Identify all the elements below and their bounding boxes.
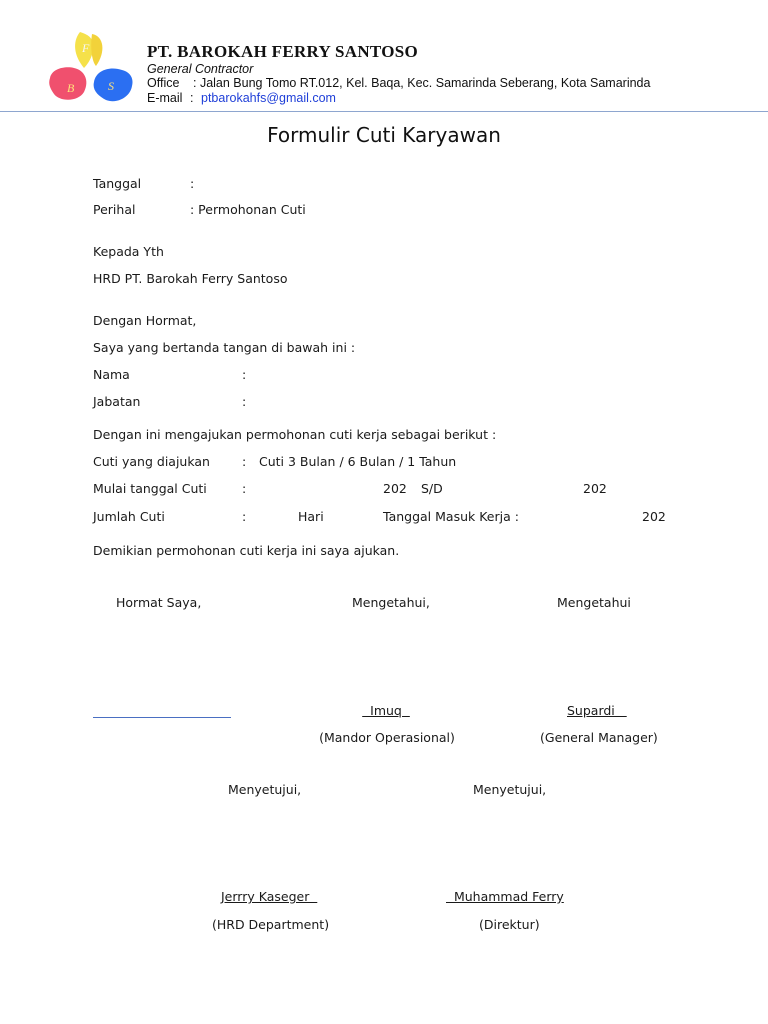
- mulai-colon: :: [242, 481, 247, 496]
- masuk-year: 202: [642, 509, 666, 524]
- signatory-name-3: Jerrry Kaseger: [221, 889, 318, 904]
- jumlah-colon: :: [242, 509, 247, 524]
- request-intro: Dengan ini mengajukan permohonan cuti kerja sebagai berikut :: [93, 427, 497, 442]
- office-address: : Jalan Bung Tomo RT.012, Kel. Baqa, Kec. Samarinda Seberang, Kota Samarinda: [193, 76, 651, 90]
- intro-text: Saya yang bertanda tangan di bawah ini :: [93, 340, 356, 355]
- signature-line-employee: [93, 717, 231, 718]
- office-label: Office: [147, 76, 180, 90]
- menyetujui-label-1: Menyetujui,: [228, 782, 302, 797]
- signatory-role-4: (Direktur): [479, 917, 540, 932]
- mulai-sd: S/D: [421, 481, 443, 496]
- mengetahui-label-2: Mengetahui: [557, 595, 631, 610]
- nama-label: Nama: [93, 367, 130, 382]
- signatory-name-1: Imuq: [362, 703, 410, 718]
- cuti-colon: :: [242, 454, 247, 469]
- jumlah-unit: Hari: [298, 509, 324, 524]
- nama-colon: :: [242, 367, 247, 382]
- hormat-label: Hormat Saya,: [116, 595, 202, 610]
- perihal-value: : Permohonan Cuti: [190, 202, 306, 217]
- jabatan-label: Jabatan: [93, 394, 141, 409]
- mulai-year-end: 202: [583, 481, 607, 496]
- header-divider: [0, 111, 768, 112]
- signatory-role-1: (Mandor Operasional): [319, 730, 455, 745]
- form-title: Formulir Cuti Karyawan: [267, 123, 501, 147]
- tanggal-colon: :: [190, 176, 195, 191]
- closing-text: Demikian permohonan cuti kerja ini saya ajukan.: [93, 543, 400, 558]
- company-name: PT. BAROKAH FERRY SANTOSO: [147, 42, 419, 61]
- logo-petal-yellow-2: [91, 34, 102, 66]
- company-subtitle: General Contractor: [147, 62, 254, 76]
- signatory-name-2: Supardi: [567, 703, 627, 718]
- mengetahui-label-1: Mengetahui,: [352, 595, 430, 610]
- signatory-role-2: (General Manager): [540, 730, 658, 745]
- signatory-name-4: Muhammad Ferry: [446, 889, 564, 904]
- jumlah-label: Jumlah Cuti: [93, 509, 165, 524]
- salutation: Dengan Hormat,: [93, 313, 197, 328]
- mulai-label: Mulai tanggal Cuti: [93, 481, 207, 496]
- kepada-label: Kepada Yth: [93, 244, 164, 259]
- logo-letter-s: S: [108, 79, 114, 93]
- cuti-options: Cuti 3 Bulan / 6 Bulan / 1 Tahun: [259, 454, 457, 469]
- company-logo: [46, 28, 138, 108]
- cuti-label: Cuti yang diajukan: [93, 454, 210, 469]
- email-colon: :: [190, 91, 194, 105]
- kepada-recipient: HRD PT. Barokah Ferry Santoso: [93, 271, 288, 286]
- email-address[interactable]: ptbarokahfs@gmail.com: [201, 91, 336, 105]
- logo-letter-f: F: [82, 41, 90, 55]
- email-label: E-mail: [147, 91, 183, 105]
- perihal-label: Perihal: [93, 202, 136, 217]
- jabatan-colon: :: [242, 394, 247, 409]
- signatory-role-3: (HRD Department): [212, 917, 330, 932]
- mulai-year-start: 202: [383, 481, 407, 496]
- menyetujui-label-2: Menyetujui,: [473, 782, 547, 797]
- masuk-label: Tanggal Masuk Kerja :: [383, 509, 519, 524]
- tanggal-label: Tanggal: [93, 176, 142, 191]
- logo-letter-b: B: [67, 81, 75, 95]
